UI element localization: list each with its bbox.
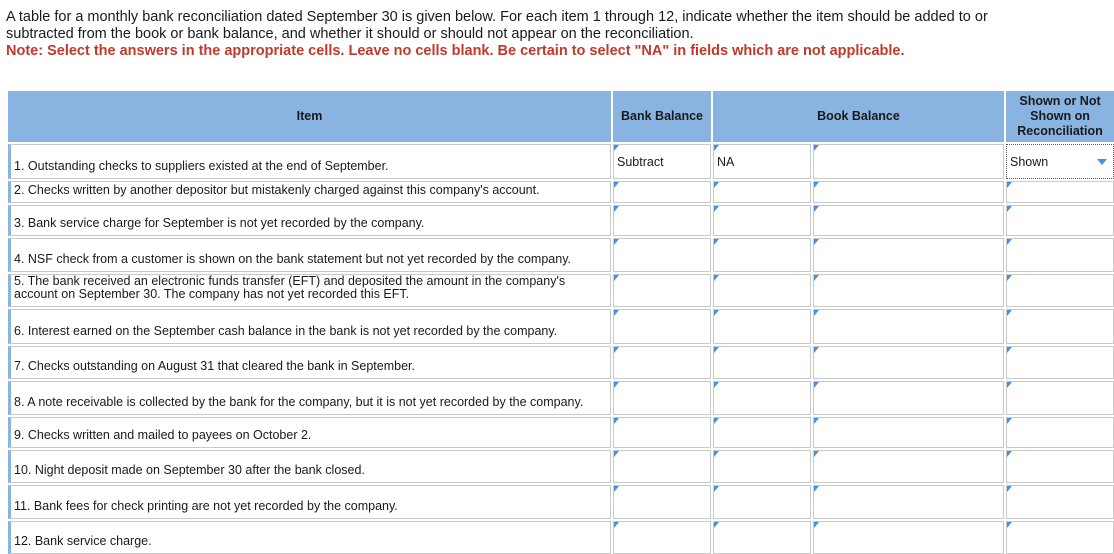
bank-balance-select[interactable]	[613, 450, 711, 483]
table-row-item: 4. NSF check from a customer is shown on the bank statement but not yet recorded by the company.	[8, 238, 611, 272]
table-row-item: 5. The bank received an electronic funds transfer (EFT) and deposited the amount in the company's account on September 30. The company has not yet recorded this EFT.	[8, 274, 611, 307]
table-row-item: 7. Checks outstanding on August 31 that cleared the bank in September.	[8, 346, 611, 379]
chevron-down-icon[interactable]	[1097, 159, 1107, 165]
book-balance-select[interactable]	[713, 144, 811, 179]
book-balance-amount-select[interactable]	[813, 205, 1004, 236]
bank-balance-select[interactable]	[613, 238, 711, 272]
book-balance-amount-select[interactable]	[813, 485, 1004, 519]
shown-select[interactable]	[1006, 205, 1114, 236]
book-balance-amount-select[interactable]	[813, 381, 1004, 415]
book-balance-select[interactable]	[713, 346, 811, 379]
shown-select[interactable]	[1006, 346, 1114, 379]
table-row-item: 9. Checks written and mailed to payees on October 2.	[8, 417, 611, 448]
bank-balance-select[interactable]	[613, 205, 711, 236]
table-row-item: 3. Bank service charge for September is not yet recorded by the company.	[8, 205, 611, 236]
table-row-item: 2. Checks written by another depositor but mistakenly charged against this company's account.	[8, 181, 611, 203]
table-row-item: 10. Night deposit made on September 30 after the bank closed.	[8, 450, 611, 483]
book-balance-amount-select[interactable]	[813, 521, 1004, 554]
instructions-note: Note: Select the answers in the appropriate cells. Leave no cells blank. Be certain to select "NA" in fields which are not applicable.	[6, 43, 905, 59]
book-balance-amount-select[interactable]	[813, 144, 1004, 179]
book-balance-select[interactable]	[713, 238, 811, 272]
header-book-balance: Book Balance	[713, 91, 1004, 142]
book-balance-select[interactable]	[713, 417, 811, 448]
shown-select[interactable]	[1006, 485, 1114, 519]
book-balance-select[interactable]	[713, 181, 811, 203]
shown-select[interactable]	[1006, 274, 1114, 307]
bank-balance-select[interactable]	[613, 144, 711, 179]
shown-select[interactable]	[1006, 238, 1114, 272]
book-balance-amount-select[interactable]	[813, 274, 1004, 307]
header-item: Item	[8, 91, 611, 142]
book-balance-amount-select[interactable]	[813, 450, 1004, 483]
answer-value: Subtract	[617, 154, 664, 169]
book-balance-select[interactable]	[713, 274, 811, 307]
table-row-item: 1. Outstanding checks to suppliers existed at the end of September.	[8, 144, 611, 179]
shown-select[interactable]	[1006, 181, 1114, 203]
shown-select[interactable]	[1006, 417, 1114, 448]
bank-balance-select[interactable]	[613, 417, 711, 448]
book-balance-select[interactable]	[713, 450, 811, 483]
bank-balance-select[interactable]	[613, 309, 711, 344]
bank-balance-select[interactable]	[613, 274, 711, 307]
shown-select[interactable]	[1006, 450, 1114, 483]
book-balance-select[interactable]	[713, 381, 811, 415]
shown-select[interactable]	[1006, 521, 1114, 554]
book-balance-select[interactable]	[713, 521, 811, 554]
instructions	[6, 9, 1016, 60]
table-row-item: 6. Interest earned on the September cash balance in the bank is not yet recorded by the company.	[8, 309, 611, 344]
bank-balance-select[interactable]	[613, 181, 711, 203]
book-balance-select[interactable]	[713, 205, 811, 236]
shown-select[interactable]	[1006, 144, 1114, 179]
book-balance-amount-select[interactable]	[813, 417, 1004, 448]
bank-balance-select[interactable]	[613, 485, 711, 519]
answer-value: NA	[717, 154, 735, 169]
table-row-item: 12. Bank service charge.	[8, 521, 611, 554]
book-balance-select[interactable]	[713, 309, 811, 344]
header-bank-balance: Bank Balance	[613, 91, 711, 142]
book-balance-amount-select[interactable]	[813, 238, 1004, 272]
bank-balance-select[interactable]	[613, 381, 711, 415]
instructions-text: A table for a monthly bank reconciliation dated September 30 is given below. For each item 1 through 12, indicate whether the item should be added to or subtracted from the book or bank balance, and whether it should or should not appear on the reconciliation.	[6, 9, 988, 42]
bank-balance-select[interactable]	[613, 521, 711, 554]
answer-value: Shown	[1010, 154, 1049, 169]
table-row-item: 11. Bank fees for check printing are not yet recorded by the company.	[8, 485, 611, 519]
reconciliation-table	[8, 91, 1114, 554]
bank-balance-select[interactable]	[613, 346, 711, 379]
book-balance-amount-select[interactable]	[813, 181, 1004, 203]
book-balance-select[interactable]	[713, 485, 811, 519]
header-shown-on-reconciliation: Shown or Not Shown on Reconciliation	[1006, 91, 1114, 142]
shown-select[interactable]	[1006, 309, 1114, 344]
book-balance-amount-select[interactable]	[813, 309, 1004, 344]
table-row-item: 8. A note receivable is collected by the bank for the company, but it is not yet recorded by the company.	[8, 381, 611, 415]
shown-select[interactable]	[1006, 381, 1114, 415]
book-balance-amount-select[interactable]	[813, 346, 1004, 379]
